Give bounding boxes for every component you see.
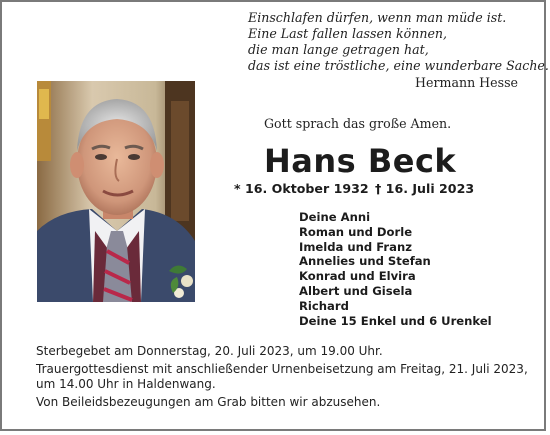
poem-line: Eine Last fallen lassen können,: [248, 26, 448, 41]
poem-line: Einschlafen dürfen, wenn man müde ist.: [248, 10, 507, 25]
poem-author: Hermann Hesse: [415, 75, 518, 90]
portrait-image: [37, 81, 195, 302]
poem-line: das ist eine tröstliche, eine wunderbare Sache.: [248, 58, 549, 73]
birth-date: * 16. Oktober 1932: [234, 181, 369, 196]
mourner-entry: Imelda und Franz: [299, 239, 412, 254]
service-info-line1: Trauergottesdienst mit anschließender Urnenbeisetzung am Freitag, 21. Juli 2023,: [36, 361, 528, 376]
amen-line: Gott sprach das große Amen.: [264, 116, 452, 131]
death-date: † 16. Juli 2023: [375, 181, 475, 196]
mourner-entry: Deine 15 Enkel und 6 Urenkel: [299, 313, 492, 328]
condolence-note: Von Beileidsbezeugungen am Grab bitten wir abzusehen.: [36, 394, 381, 409]
mourners-list: [299, 210, 492, 328]
poem-line: die man lange getragen hat,: [248, 42, 429, 57]
service-info-line2: um 14.00 Uhr in Haldenwang.: [36, 377, 216, 392]
mourner-entry: Roman und Dorle: [299, 224, 413, 239]
portrait-photo: [37, 81, 195, 302]
service-details: [36, 344, 536, 410]
life-dates: [234, 181, 534, 196]
mourner-entry: Annelies und Stefan: [299, 254, 431, 269]
mourner-entry: Albert und Gisela: [299, 283, 413, 298]
poem-block: [248, 10, 549, 91]
mourner-entry: Konrad und Elvira: [299, 269, 416, 284]
prayer-info: Sterbegebet am Donnerstag, 20. Juli 2023, um 19.00 Uhr.: [36, 344, 383, 358]
mourner-entry: Richard: [299, 298, 349, 313]
mourner-entry: Deine Anni: [299, 210, 371, 224]
deceased-name: Hans Beck: [264, 142, 457, 180]
